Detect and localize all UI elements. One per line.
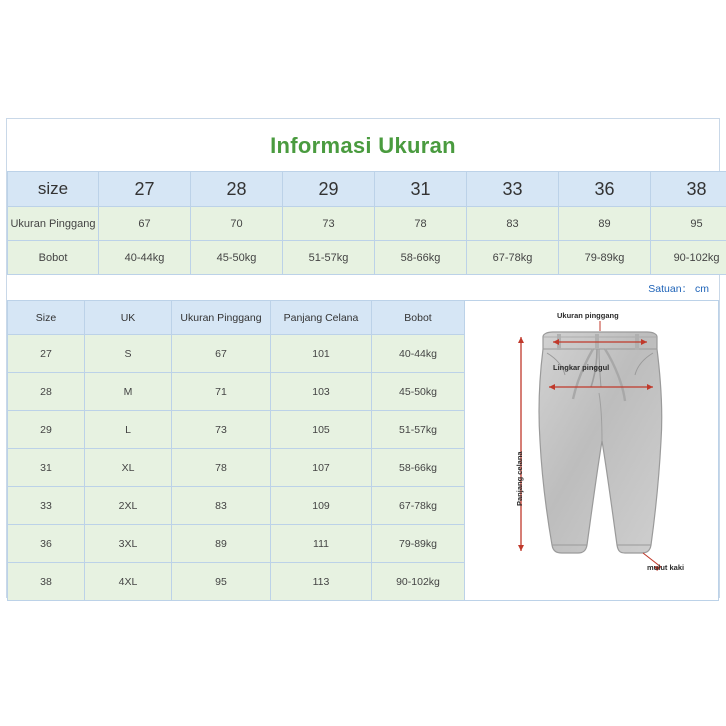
top-header-cell: 31 [375,172,467,207]
cell: 33 [8,487,85,525]
cell: 67 [99,207,191,241]
table-row [8,241,726,275]
table-row [8,373,465,411]
cell: 29 [8,411,85,449]
cell: XL [85,449,172,487]
header-cell: Panjang Celana [271,301,372,335]
cell: 103 [271,373,372,411]
jeans-illustration [465,301,718,600]
table-row [8,525,465,563]
unit-note: Satuan： cm [648,283,709,295]
jeans-svg [465,301,726,591]
cell: 90-102kg [372,563,465,601]
cell: 67-78kg [467,241,559,275]
cell: 31 [8,449,85,487]
top-header-cell: size [8,172,99,207]
page-title: Informasi Ukuran [270,133,456,158]
cell: 36 [8,525,85,563]
cell: 58-66kg [375,241,467,275]
top-header-cell: 38 [651,172,726,207]
caption-length: Panjang celana [515,451,524,506]
table-row [8,301,465,335]
header-cell: Bobot [372,301,465,335]
cell: 95 [172,563,271,601]
cell: 58-66kg [372,449,465,487]
cell: 45-50kg [191,241,283,275]
table-row [8,335,465,373]
cell: 3XL [85,525,172,563]
caption-hem: mulut kaki [647,563,685,572]
top-header-cell: 27 [99,172,191,207]
table-row [8,487,465,525]
cell: 40-44kg [372,335,465,373]
row-label: Ukuran Pinggang [8,207,99,241]
cell: 40-44kg [99,241,191,275]
cell: 67-78kg [372,487,465,525]
header-cell: UK [85,301,172,335]
table-row [8,411,465,449]
size-chart-sheet [6,118,720,598]
cell: 105 [271,411,372,449]
top-header-cell: 36 [559,172,651,207]
header-cell: Size [8,301,85,335]
cell: L [85,411,172,449]
detail-section [7,300,719,601]
cell: 51-57kg [283,241,375,275]
cell: 70 [191,207,283,241]
cell: 73 [172,411,271,449]
caption-waist: Ukuran pinggang [557,311,619,320]
cell: 83 [172,487,271,525]
cell: 27 [8,335,85,373]
cell: 78 [172,449,271,487]
cell: 51-57kg [372,411,465,449]
cell: 38 [8,563,85,601]
measurement-diagram [465,300,719,601]
cell: 113 [271,563,372,601]
top-header-cell: 29 [283,172,375,207]
cell: 83 [467,207,559,241]
cell: 2XL [85,487,172,525]
cell: 78 [375,207,467,241]
cell: 111 [271,525,372,563]
cell: S [85,335,172,373]
top-header-cell: 33 [467,172,559,207]
cell: 89 [559,207,651,241]
cell: 45-50kg [372,373,465,411]
summary-size-table [7,171,726,275]
table-row [8,449,465,487]
top-header-cell: 28 [191,172,283,207]
cell: 90-102kg [651,241,726,275]
header-cell: Ukuran Pinggang [172,301,271,335]
cell: 89 [172,525,271,563]
cell: 28 [8,373,85,411]
cell: 109 [271,487,372,525]
table-row [8,207,726,241]
detail-size-table [7,300,465,601]
caption-hip: Lingkar pinggul [553,363,610,372]
cell: 71 [172,373,271,411]
cell: 95 [651,207,726,241]
cell: 67 [172,335,271,373]
cell: M [85,373,172,411]
cell: 4XL [85,563,172,601]
cell: 79-89kg [559,241,651,275]
row-label: Bobot [8,241,99,275]
cell: 101 [271,335,372,373]
table-row [8,563,465,601]
table-row [8,172,726,207]
cell: 107 [271,449,372,487]
cell: 79-89kg [372,525,465,563]
cell: 73 [283,207,375,241]
